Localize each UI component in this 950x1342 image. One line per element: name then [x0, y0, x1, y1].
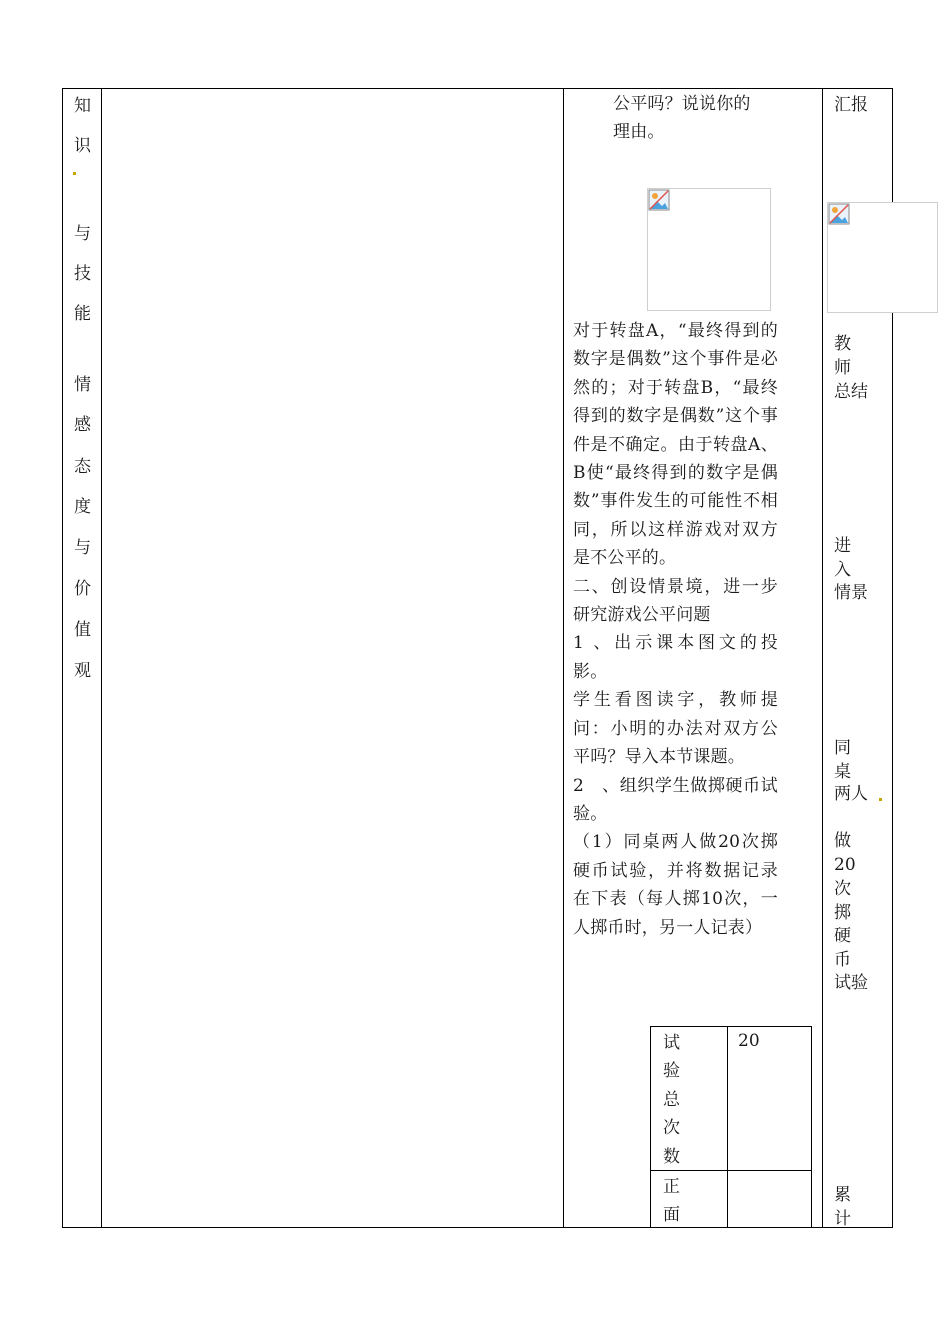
col4-desk-3: 做 20	[834, 831, 868, 875]
label-char: 正	[663, 1177, 680, 1197]
col1-char: 度	[74, 497, 91, 517]
paragraph-question: 学生看图读字，教师提问：小明的办法对双方公平吗？导入本节课题。	[573, 690, 778, 768]
col1-char: 技	[74, 264, 91, 284]
col4-report: 汇报	[834, 95, 868, 115]
column-divider-3	[822, 88, 823, 1228]
paragraph-experiment: （1）同桌两人做20次掷硬币试验，并将数据记录在下表（每人掷10次，一人掷币时，另一人记表）	[573, 832, 778, 938]
col4-desk-6: 试验	[834, 973, 868, 993]
broken-image-icon	[828, 203, 850, 225]
col1-char: 值	[74, 620, 91, 640]
col4-summary-1: 教 师	[834, 334, 868, 378]
paragraph-step-one: 1 、出示课本图文的投影。	[573, 633, 778, 682]
label-char: 数	[663, 1146, 680, 1167]
total-trials-value: 20	[738, 1031, 760, 1051]
spinner-image	[647, 188, 771, 311]
report-image	[827, 202, 938, 313]
intro-text	[613, 90, 783, 147]
col4-cumulative: 累 计	[834, 1185, 868, 1229]
marker-dot	[879, 798, 882, 801]
intro-line: 公平吗？说说你的	[613, 94, 751, 114]
col1-char: 态	[74, 457, 91, 477]
intro-line: 理由。	[613, 122, 665, 143]
col1-char: 感	[74, 415, 91, 435]
col1-char: 价	[74, 579, 91, 599]
col4-enter-1: 进 入	[834, 536, 868, 580]
total-trials-label	[663, 1029, 683, 1171]
label-char: 面	[663, 1205, 680, 1226]
heads-label	[663, 1173, 683, 1230]
paragraph-section-two: 二、创设情景境，进一步研究游戏公平问题	[573, 576, 778, 626]
paragraph-fairness: 对于转盘A，“最终得到的数字是偶数”这个事件是必然的；对于转盘B，“最终得到的数字是偶数”这个事件是不确定。由于转盘A、B使“最终得到的数字是偶数”事件发生的可能性不相同，所以这样游戏对双方是不公平的。	[573, 321, 778, 569]
col1-char: 识	[74, 136, 91, 156]
label-char: 试	[663, 1033, 680, 1053]
col1-char: 与	[74, 538, 91, 558]
col4-enter-2: 情景	[834, 583, 868, 603]
col1-char: 情	[74, 375, 91, 395]
col4-desk-1: 同 桌	[834, 738, 868, 782]
col4-summary-2: 总结	[834, 382, 868, 402]
label-char: 总	[663, 1089, 680, 1110]
col4-desk-5: 硬 币	[834, 926, 868, 970]
column-divider-2	[563, 88, 564, 1228]
label-char: 次	[663, 1118, 680, 1139]
col4-desk-4: 次 掷	[834, 879, 868, 923]
col1-char: 观	[74, 661, 91, 681]
col4-desk-2: 两人	[834, 784, 868, 804]
paragraph-step-two: 2 、组织学生做掷硬币试验。	[573, 775, 778, 824]
column-divider-1	[101, 88, 102, 1228]
coin-toss-table	[650, 1026, 812, 1228]
inner-column-divider	[727, 1027, 728, 1227]
col1-char: 能	[74, 304, 91, 324]
broken-image-icon	[648, 189, 670, 211]
col1-char: 与	[74, 224, 91, 244]
marker-dot	[73, 172, 76, 175]
label-char: 验	[663, 1061, 680, 1082]
lesson-body	[573, 317, 778, 942]
col1-char: 知	[74, 96, 91, 116]
